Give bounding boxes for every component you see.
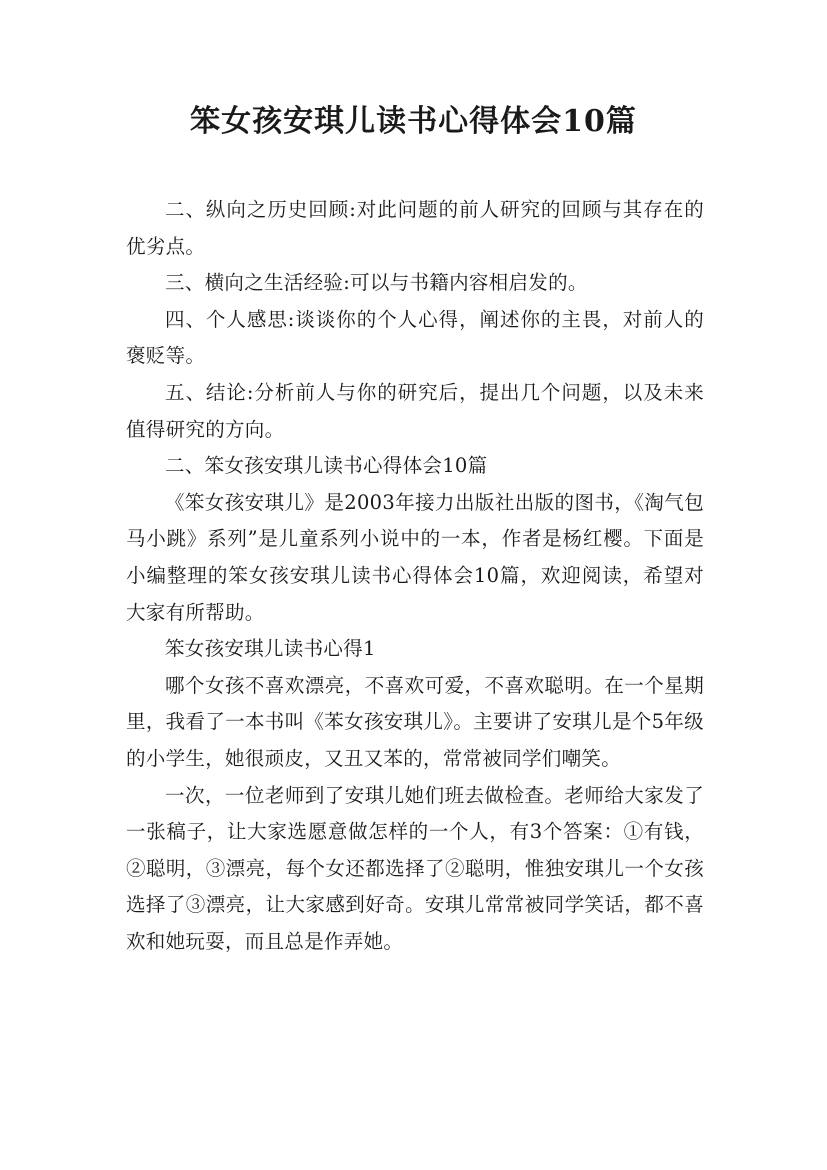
document-title: 笨女孩安琪儿读书心得体会10篇 (190, 104, 637, 139)
paragraph-essay-2: 一次，一位老师到了安琪儿她们班去做检查。老师给大家发了一张稿子，让大家选愿意做怎样的一个人，有3个答案：①有钱，②聪明，③漂亮，每个女还都选择了②聪明，惟独安琪儿一个女孩选择了③漂亮，让大家感到好奇。安琪儿常常被同学笑话，都不喜欢和她玩耍，而且总是作弄她。 (126, 783, 704, 953)
paragraph-vertical-review: 二、纵向之历史回顾:对此问题的前人研究的回顾与其存在的优劣点。 (126, 198, 704, 258)
paragraph-horizontal-experience: 三、横向之生活经验:可以与书籍内容相启发的。 (165, 271, 588, 295)
essay-heading: 笨女孩安琪儿读书心得1 (165, 637, 376, 661)
paragraph-book-intro: 《笨女孩安琪儿》是2003年接力出版社出版的图书，《淘气包马小跳》系列”是儿童系列小说中的一本，作者是杨红樱。下面是小编整理的笨女孩安琪儿读书心得体会10篇，欢迎阅读，希望对大家有所帮助。 (126, 490, 704, 624)
paragraph-conclusion: 五、结论:分析前人与你的研究后，提出几个问题，以及未来值得研究的方向。 (126, 380, 704, 441)
paragraph-personal-thoughts: 四、个人感思:谈谈你的个人心得，阐述你的主畏，对前人的褒贬等。 (126, 307, 704, 368)
document-body (126, 192, 704, 960)
section-heading: 二、笨女孩安琪儿读书心得体会10篇 (165, 454, 488, 478)
paragraph-essay-1: 哪个女孩不喜欢漂亮，不喜欢可爱，不喜欢聪明。在一个星期里，我看了一本书叫《苯女孩安琪儿》。主要讲了安琪儿是个5年级的小学生，她很顽皮，又丑又苯的，常常被同学们嘲笑。 (126, 673, 704, 770)
